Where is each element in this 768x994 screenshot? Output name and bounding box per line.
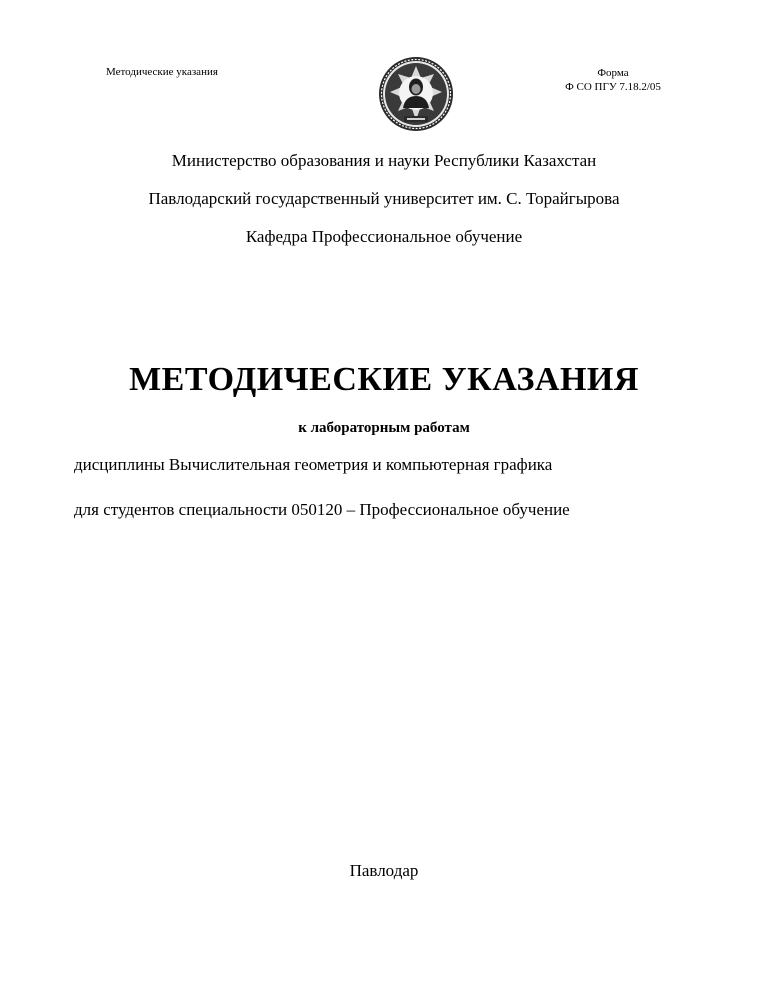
form-label: Форма: [597, 67, 629, 79]
department-name: Кафедра Профессиональное обучение: [245, 227, 523, 246]
ministry-name: Министерство образования и науки Республики Казахстан: [171, 151, 597, 170]
form-code: Ф СО ПГУ 7.18.2/05: [565, 81, 661, 93]
students-line: для студентов специальности 050120 – Профессиональное обучение: [74, 500, 570, 519]
document-title: МЕТОДИЧЕСКИЕ УКАЗАНИЯ: [129, 361, 639, 398]
university-seal-icon: [376, 54, 456, 134]
city-name: Павлодар: [349, 861, 419, 880]
university-name: Павлодарский государственный университет им. С. Торайгырова: [148, 189, 620, 208]
discipline-line: дисциплины Вычислительная геометрия и компьютерная графика: [74, 455, 553, 474]
header-doc-type: Методические указания: [106, 66, 218, 78]
form-code-block: [556, 66, 670, 94]
document-subtitle: к лабораторным работам: [298, 420, 470, 436]
